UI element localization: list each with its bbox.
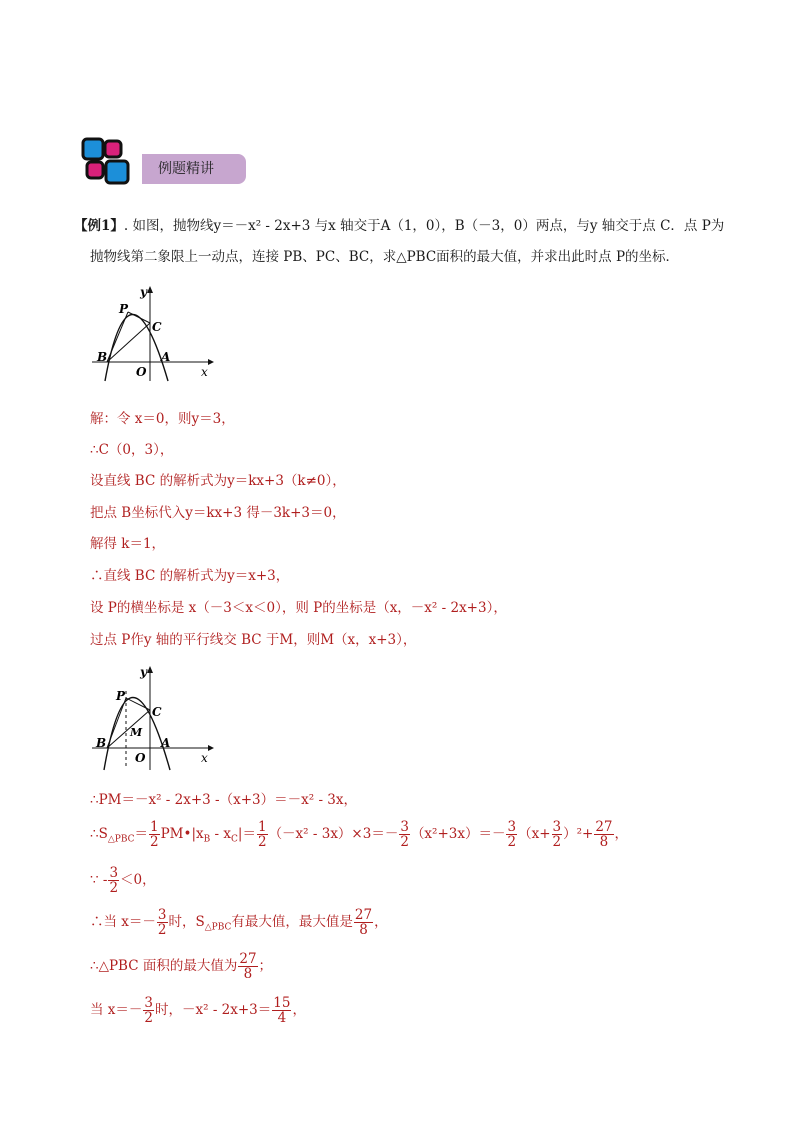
solution-line-12 <box>90 908 388 937</box>
fraction <box>157 908 168 937</box>
problem-line-1 <box>74 217 724 235</box>
label-o: O <box>135 751 146 765</box>
numerator: 3 <box>400 819 409 835</box>
fraction <box>354 908 373 937</box>
subscript: C <box>231 834 238 845</box>
figure-2-parabola <box>88 663 218 773</box>
denominator: 2 <box>257 834 267 850</box>
denominator: 8 <box>359 922 368 938</box>
solution-line-10 <box>90 820 628 849</box>
solution-line-3: 设直线 BC 的解析式为y＝kx+3（k≠0）， <box>90 473 346 489</box>
numerator: 3 <box>144 995 153 1011</box>
denominator: 2 <box>144 1010 153 1026</box>
text: （x+ <box>518 826 551 842</box>
segment-pc <box>128 312 150 323</box>
label-p: P <box>116 689 126 703</box>
text: ∵ - <box>90 872 108 888</box>
label-a: A <box>161 736 171 750</box>
text: 有最大值，最大值是 <box>231 914 353 930</box>
label-a: A <box>161 350 171 364</box>
text: ∴△PBC 面积的最大值为 <box>90 958 238 974</box>
denominator: 4 <box>277 1010 287 1026</box>
solution-line-9: ∴PM＝－x² - 2x+3 -（x+3）＝－x² - 3x， <box>90 792 358 808</box>
x-axis-arrow <box>208 745 214 751</box>
numerator: 15 <box>273 995 291 1011</box>
fraction <box>594 820 613 849</box>
label-p: P <box>119 302 129 316</box>
denominator: 8 <box>599 834 609 850</box>
solution-line-14 <box>90 996 306 1025</box>
solution-line-11 <box>90 866 156 895</box>
solution-line-5: 解得 k＝1， <box>90 536 166 552</box>
text: ＜0， <box>120 872 156 888</box>
numerator: 3 <box>507 819 517 835</box>
text: ＝ <box>134 826 148 842</box>
figure-1-parabola <box>88 283 218 383</box>
label-c: C <box>152 320 162 334</box>
numerator: 27 <box>595 819 613 835</box>
text: - x <box>210 826 232 842</box>
text: ）²+ <box>563 826 594 842</box>
numerator: 1 <box>257 819 267 835</box>
numerator: 3 <box>552 819 562 835</box>
text: 时，－x² - 2x+3＝ <box>155 1002 272 1018</box>
fraction <box>399 820 410 849</box>
text: （x²+3x）＝－ <box>410 826 506 842</box>
problem-line-2: 抛物线第二象限上一动点，连接 PB、PC、BC，求△PBC面积的最大值，并求出此时点 P的坐标． <box>90 249 680 265</box>
label-b: B <box>97 350 108 364</box>
solution-line-6: ∴直线 BC 的解析式为y＝x+3， <box>90 568 290 584</box>
fraction <box>272 996 291 1025</box>
fraction <box>143 996 154 1025</box>
example-label: 【例1】 <box>74 218 124 234</box>
blocks-icon <box>80 137 136 187</box>
solution-line-2: ∴C（0，3）， <box>90 442 174 458</box>
numerator: 3 <box>157 907 167 923</box>
text: （－x² - 3x）×3＝－ <box>268 826 399 842</box>
subscript: △PBC <box>204 922 232 933</box>
numerator: 1 <box>150 819 159 835</box>
label-y: y <box>140 665 147 679</box>
numerator: 3 <box>109 865 119 881</box>
solution-line-1: 解：令 x＝0，则y＝3， <box>90 411 235 427</box>
fraction <box>149 820 160 849</box>
text: ， <box>374 914 388 930</box>
y-axis-arrow <box>147 286 153 293</box>
denominator: 2 <box>552 834 562 850</box>
label-c: C <box>152 705 162 719</box>
label-x: x <box>201 751 208 765</box>
subscript: B <box>203 834 211 845</box>
fraction <box>552 820 563 849</box>
text: ∴当 x＝－ <box>90 914 156 930</box>
label-x: x <box>201 365 208 379</box>
subscript: △PBC <box>107 834 135 845</box>
denominator: 2 <box>507 834 517 850</box>
denominator: 2 <box>150 834 159 850</box>
numerator: 27 <box>239 951 257 967</box>
problem-text-1: . 如图，抛物线y＝－x² - 2x+3 与x 轴交于A（1，0），B（－3，0）两点，与y 轴交于点 C．点 P为 <box>123 218 725 234</box>
text: ， <box>292 1002 306 1018</box>
text: ， <box>614 826 629 842</box>
solution-line-4: 把点 B坐标代入y＝kx+3 得－3k+3＝0， <box>90 505 346 521</box>
solution-line-8: 过点 P作y 轴的平行线交 BC 于M，则M（x，x+3）， <box>90 632 417 648</box>
text: ∴S <box>90 826 108 842</box>
text: |＝ <box>237 826 256 842</box>
denominator: 8 <box>243 966 253 982</box>
label-y: y <box>140 285 147 299</box>
y-axis-arrow <box>147 666 153 673</box>
fraction <box>506 820 517 849</box>
label-o: O <box>136 365 147 379</box>
segment-pb <box>107 312 128 362</box>
segment-pb <box>107 698 126 748</box>
denominator: 2 <box>109 880 119 896</box>
solution-line-13 <box>90 952 272 981</box>
text: ； <box>258 958 273 974</box>
fraction <box>108 866 119 895</box>
label-m: M <box>130 726 143 739</box>
fraction <box>257 820 268 849</box>
numerator: 27 <box>354 907 373 923</box>
section-title: 例题精讲 <box>158 161 214 177</box>
text: PM•|x <box>160 826 204 842</box>
text: 时，S <box>168 914 205 930</box>
text: 当 x＝－ <box>90 1002 143 1018</box>
fraction <box>238 952 257 981</box>
label-b: B <box>96 736 107 750</box>
x-axis-arrow <box>208 359 214 365</box>
denominator: 2 <box>400 834 409 850</box>
solution-line-7: 设 P的横坐标是 x（－3＜x＜0），则 P的坐标是（x，－x² - 2x+3）， <box>90 600 507 616</box>
denominator: 2 <box>157 922 167 938</box>
section-banner <box>80 137 250 187</box>
